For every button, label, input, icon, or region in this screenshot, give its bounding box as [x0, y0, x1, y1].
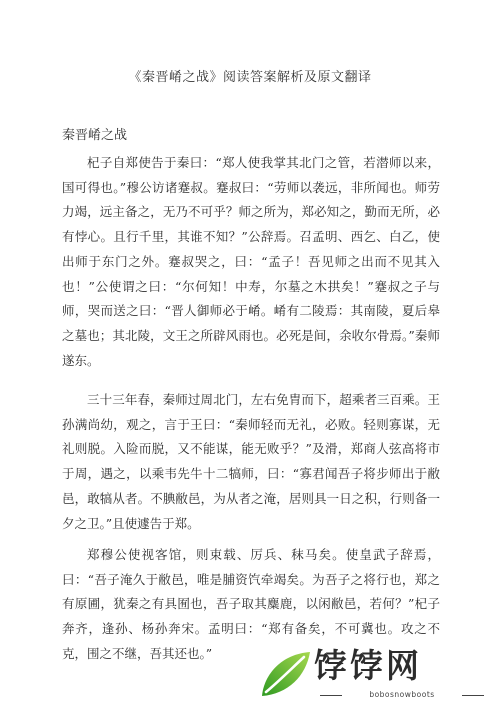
watermark-site-name: bobosnowboots: [369, 690, 435, 699]
site-watermark: [256, 646, 492, 702]
paragraph-2: 三十三年春，秦师过周北门，左右免胄而下，超乘者三百乘。王孙满尚幼，观之，言于王曰：“秦师轻而无礼，必败。轻则寡谋，无礼则脱。入险而脱，又不能谋，能无败乎？”及滑，郑商人弦高将市于周，遇之，以乘韦先牛十二犒师，曰：“寡君闻吾子将步师出于敝邑，敢犒从者。不腆敝邑，为从者之淹，居则具一日之积，行则备一夕之卫。”且使遽告于郑。: [62, 392, 440, 531]
watermark-brand: 饽饽网: [314, 646, 422, 685]
watermark-site-line: [320, 690, 484, 700]
paragraph-1: 杞子自郑使告于秦曰：“郑人使我掌其北门之管，若潜师以来，国可得也。”穆公访诸蹇叔。蹇叔曰：“劳师以袭远，非所闻也。师劳力竭，远主备之，无乃不可乎？师之所为，郑必知之，勤而无所，必有悖心。且行千里，其谁不知？”公辞焉。召孟明、西乞、白乙，使出师于东门之外。蹇叔哭之，曰：“孟子！吾见师之出而不见其入也！”公使谓之曰：“尔何知！中寿，尔墓之木拱矣！”蹇叔之子与师，哭而送之曰：“晋人御师必于崤。崤有二陵焉：其南陵，夏后皋之墓也；其北陵，文王之所辟风雨也。必死是间，余收尔骨焉。”秦师遂东。: [62, 155, 440, 368]
watermark-divider-left: [320, 695, 342, 696]
paragraph-3: 郑穆公使视客馆，则束载、厉兵、秣马矣。使皇武子辞焉，曰：“吾子淹久于敝邑，唯是脯资饩牵竭矣。为吾子之将行也，郑之有原圃，犹秦之有具囿也，吾子取其麋鹿，以闲敝邑，若何？”杞子奔齐，逢孙、杨孙奔宋。孟明曰：“郑有备矣，不可冀也。攻之不克，围之不继，吾其还也。”: [62, 547, 440, 661]
leaf-logo-icon: [256, 646, 314, 702]
watermark-divider-right: [462, 695, 484, 696]
document-title: 《秦晋崤之战》阅读答案解析及原文翻译: [128, 70, 372, 85]
section-title: 秦晋崤之战: [62, 128, 128, 143]
